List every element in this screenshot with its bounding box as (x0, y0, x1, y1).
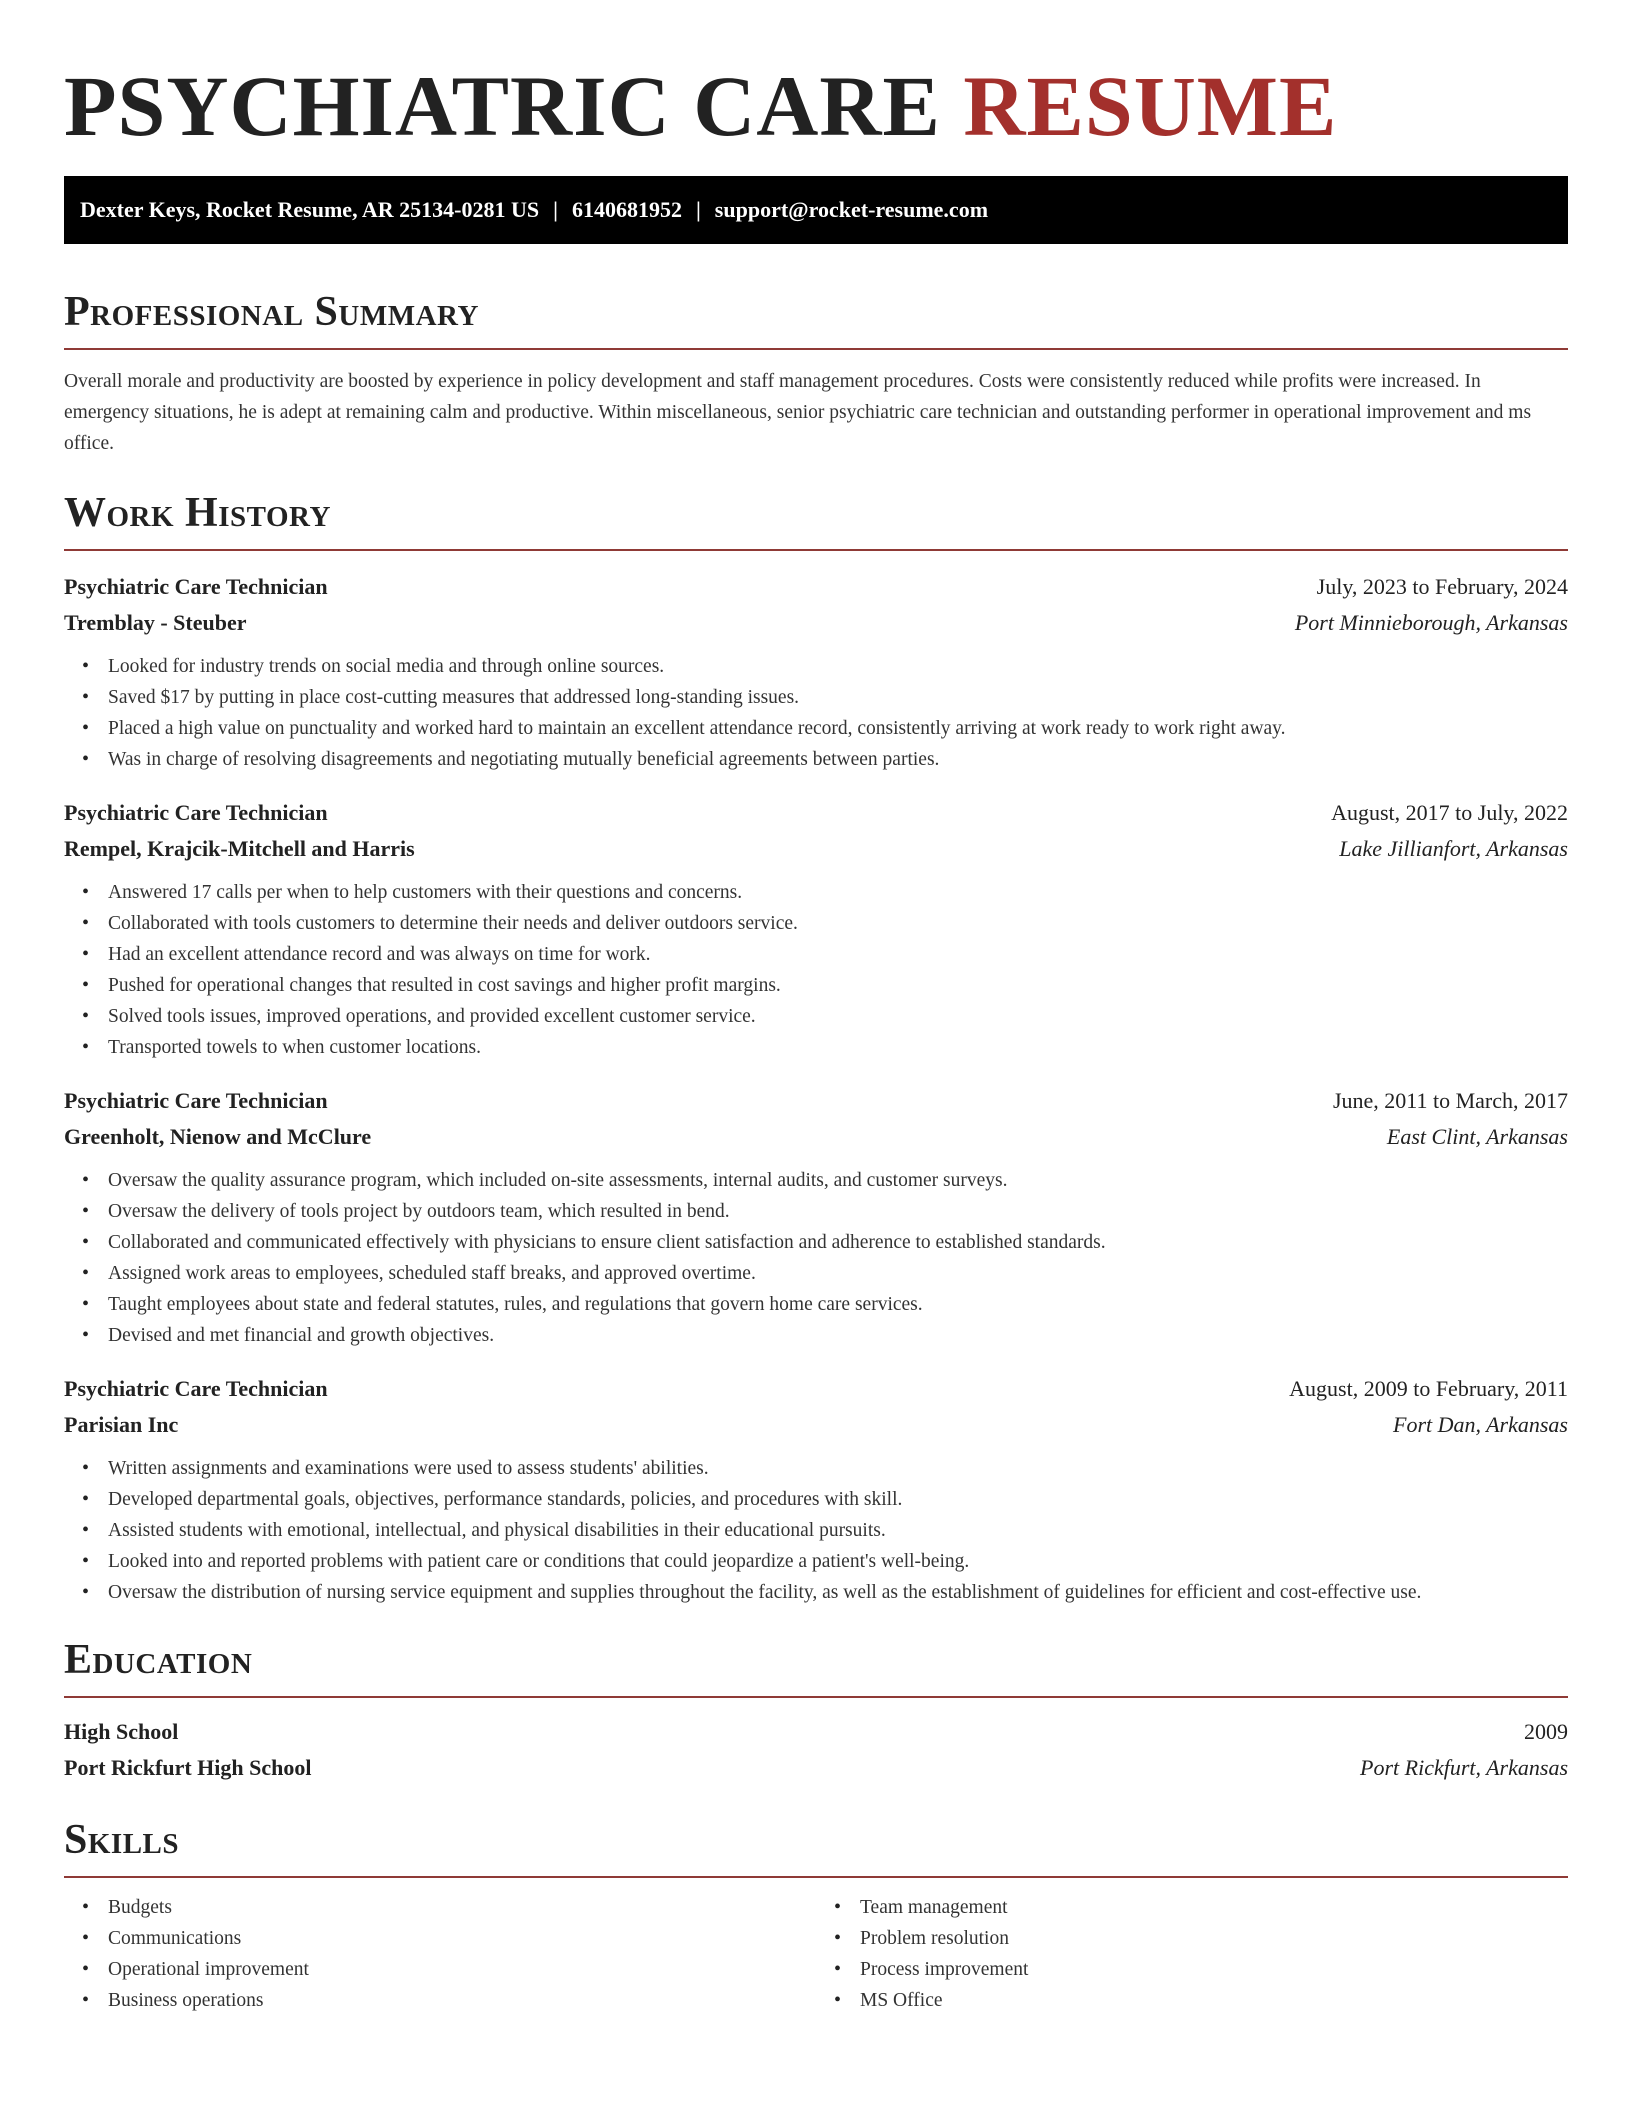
job-title: Psychiatric Care Technician (64, 1088, 328, 1113)
skills-heading: Skills (64, 1817, 180, 1863)
job-location: Port Minnieborough, Arkansas (1294, 610, 1568, 635)
job-company: Greenholt, Nienow and McClure (64, 1124, 372, 1149)
skill-item: • MS Office (860, 1985, 1568, 2016)
summary-heading: Professional Summary (64, 289, 479, 335)
skills-list (64, 1892, 1568, 2016)
list-item: • Answered 17 calls per when to help customers with their questions and concerns. (108, 877, 1568, 908)
skill-item: • Operational improvement (108, 1954, 816, 1985)
list-item: • Looked into and reported problems with patient care or conditions that could jeopardize a patient's well-being. (108, 1546, 1568, 1577)
education-location: Port Rickfurt, Arkansas (1360, 1755, 1568, 1780)
skill-item: • Team management (860, 1892, 1568, 1923)
section-divider (64, 1696, 1568, 1698)
title-main: PSYCHIATRIC CARE (64, 58, 941, 154)
job-location: East Clint, Arkansas (1386, 1124, 1568, 1149)
list-item: • Taught employees about state and federal statutes, rules, and regulations that govern home care services. (108, 1289, 1568, 1320)
contact-phone: 6140681952 (571, 197, 682, 222)
skill-item: • Business operations (108, 1985, 816, 2016)
job-bullets (64, 877, 1568, 1063)
list-item: • Solved tools issues, improved operations, and provided excellent customer service. (108, 1001, 1568, 1032)
list-item: • Collaborated and communicated effectively with physicians to ensure client satisfaction and adherence to established standards. (108, 1227, 1568, 1258)
section-divider (64, 348, 1568, 350)
job-dates: August, 2009 to February, 2011 (1289, 1376, 1568, 1401)
contact-separator: | (553, 197, 558, 222)
job-bullets (64, 1453, 1568, 1608)
resume-page (64, 0, 1568, 2016)
job-bullets (64, 1165, 1568, 1351)
job-dates: August, 2017 to July, 2022 (1331, 800, 1568, 825)
job-location: Fort Dan, Arkansas (1393, 1412, 1568, 1437)
job-title: Psychiatric Care Technician (64, 574, 328, 599)
job-company: Parisian Inc (64, 1412, 179, 1437)
education-school: Port Rickfurt High School (64, 1755, 312, 1780)
list-item: • Oversaw the distribution of nursing service equipment and supplies throughout the facility, as well as the establishment of guidelines for efficient and cost-effective use. (108, 1577, 1568, 1608)
job-dates: June, 2011 to March, 2017 (1332, 1088, 1568, 1113)
list-item: • Written assignments and examinations were used to assess students' abilities. (108, 1453, 1568, 1484)
job-title: Psychiatric Care Technician (64, 800, 328, 825)
skill-item: • Budgets (108, 1892, 816, 1923)
job-company: Rempel, Krajcik-Mitchell and Harris (64, 836, 415, 861)
job-company: Tremblay - Steuber (64, 610, 247, 635)
job-location: Lake Jillianfort, Arkansas (1339, 836, 1568, 861)
job-title: Psychiatric Care Technician (64, 1376, 328, 1401)
list-item: • Pushed for operational changes that resulted in cost savings and higher profit margins. (108, 970, 1568, 1001)
education-year: 2009 (1524, 1719, 1568, 1744)
list-item: • Placed a high value on punctuality and worked hard to maintain an excellent attendance record, consistently arriving at work ready to work right away. (108, 713, 1568, 744)
list-item: • Collaborated with tools customers to determine their needs and deliver outdoors service. (108, 908, 1568, 939)
education-heading: Education (64, 1637, 253, 1683)
skill-item: • Communications (108, 1923, 816, 1954)
skill-item: • Process improvement (860, 1954, 1568, 1985)
list-item: • Transported towels to when customer locations. (108, 1032, 1568, 1063)
list-item: • Assisted students with emotional, intellectual, and physical disabilities in their educational pursuits. (108, 1515, 1568, 1546)
resume-title (64, 56, 1568, 156)
section-divider (64, 549, 1568, 551)
list-item: • Oversaw the delivery of tools project by outdoors team, which resulted in bend. (108, 1196, 1568, 1227)
contact-bar (64, 176, 1568, 244)
job-entry (64, 1083, 1568, 1351)
job-dates: July, 2023 to February, 2024 (1316, 574, 1568, 599)
title-accent: RESUME (963, 58, 1338, 154)
contact-separator: | (695, 197, 701, 222)
job-entry (64, 795, 1568, 1063)
list-item: • Was in charge of resolving disagreements and negotiating mutually beneficial agreements between parties. (108, 744, 1568, 775)
education-degree: High School (64, 1719, 179, 1744)
contact-address: Dexter Keys, Rocket Resume, AR 25134-0281 US (80, 197, 540, 222)
work-history-heading: Work History (64, 490, 331, 536)
list-item: • Developed departmental goals, objectives, performance standards, policies, and procedures with skill. (108, 1484, 1568, 1515)
summary-text: Overall morale and productivity are boosted by experience in policy development and staff management procedures. Costs were consistently reduced while profits were increased. In emergency situations, he is adept at remaining calm and productive. Within miscellaneous, senior psychiatric care technician and outstanding performer in operational improvement and ms office. (64, 371, 1532, 454)
list-item: • Oversaw the quality assurance program, which included on-site assessments, internal audits, and customer surveys. (108, 1165, 1568, 1196)
job-entry (64, 1371, 1568, 1608)
job-entry (64, 569, 1568, 775)
list-item: • Looked for industry trends on social media and through online sources. (108, 651, 1568, 682)
skills-column-left (64, 1892, 816, 2016)
job-bullets (64, 651, 1568, 775)
list-item: • Had an excellent attendance record and was always on time for work. (108, 939, 1568, 970)
list-item: • Devised and met financial and growth objectives. (108, 1320, 1568, 1351)
skill-item: • Problem resolution (860, 1923, 1568, 1954)
list-item: • Assigned work areas to employees, scheduled staff breaks, and approved overtime. (108, 1258, 1568, 1289)
skills-column-right (816, 1892, 1568, 2016)
list-item: • Saved $17 by putting in place cost-cutting measures that addressed long-standing issues. (108, 682, 1568, 713)
contact-email[interactable]: support@rocket-resume.com (714, 197, 989, 222)
section-divider (64, 1876, 1568, 1878)
education-entry (64, 1714, 1568, 1786)
